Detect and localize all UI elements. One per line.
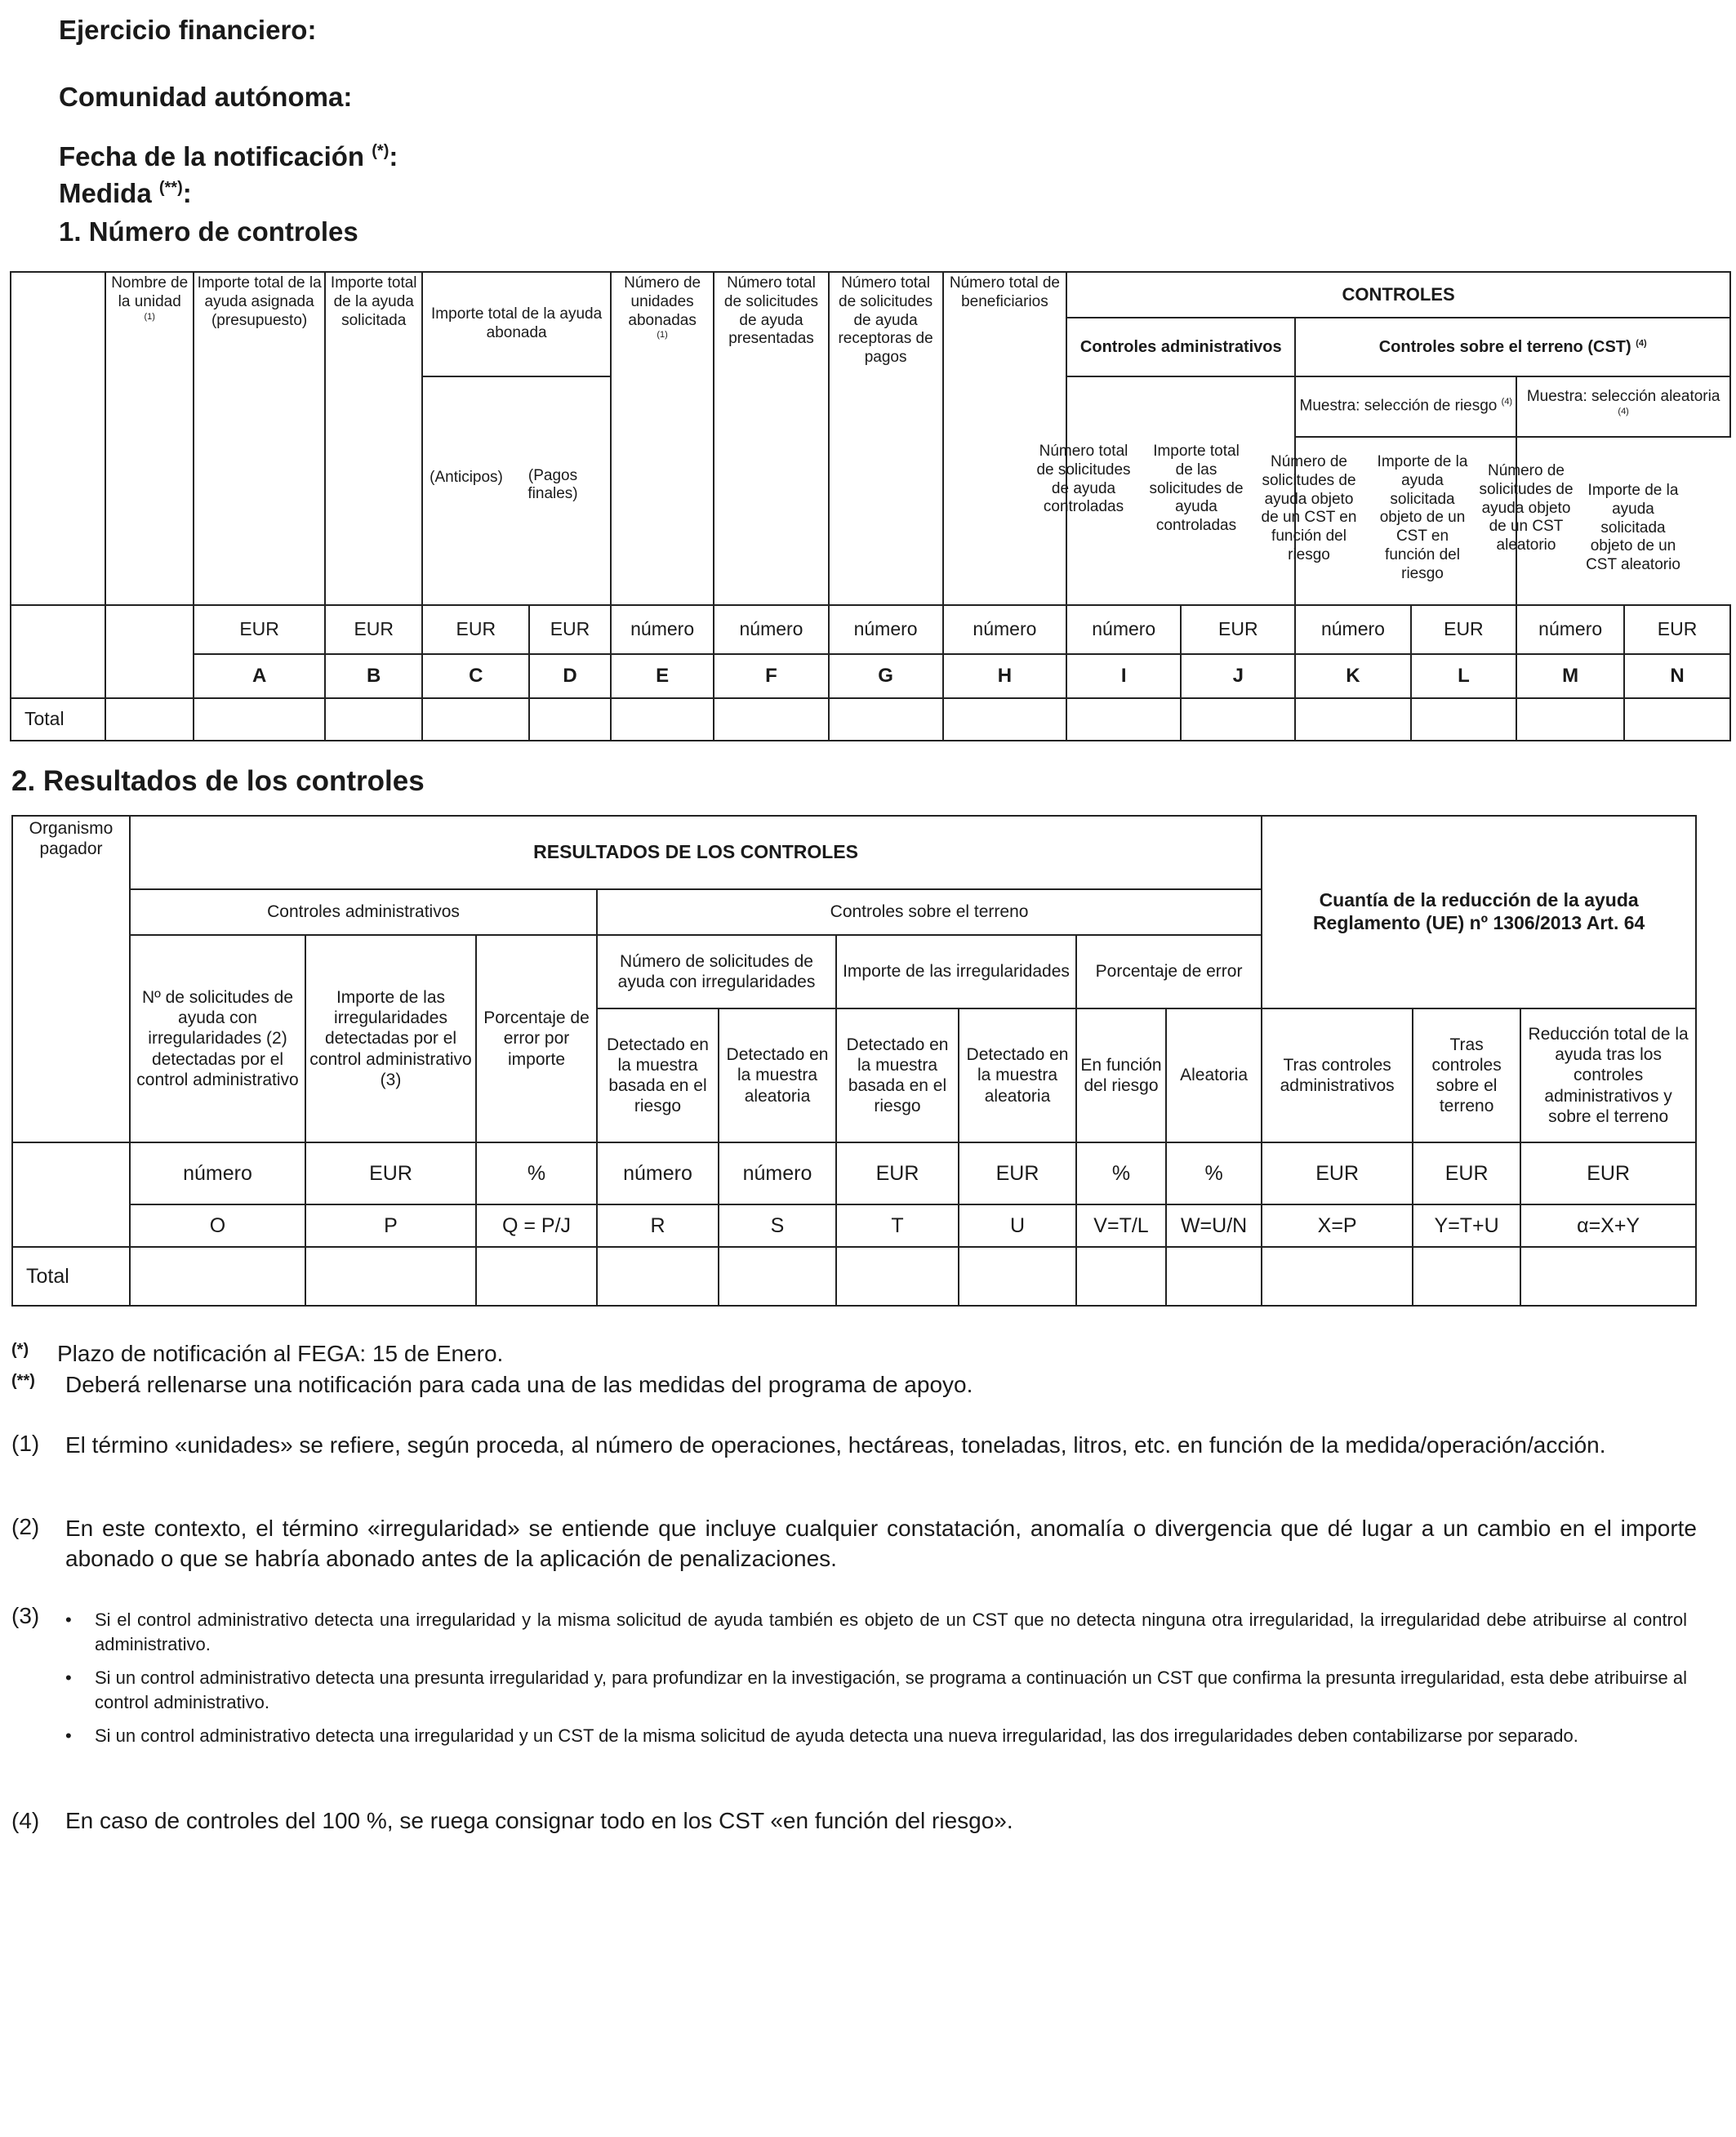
unit-cell: EUR [422,605,529,654]
note-3-bullet-1 [65,1608,1687,1656]
sub-col-num-riesgo: Número de solicitudes de ayuda objeto de un CST en función del riesgo [1261,453,1357,563]
letter-cell: B [325,654,422,698]
bullet-icon: • [65,1725,72,1746]
letter-cell: M [1516,654,1624,698]
total-cell [305,1247,476,1306]
total-cell [597,1247,719,1306]
total-cell [105,698,194,741]
total-cell [1066,698,1181,741]
units-label-blank [11,605,105,698]
cuantia-header: Cuantía de la reducción de la ayuda Reglamento (UE) nº 1306/2013 Art. 64 [1262,816,1696,1008]
total-cell [1516,698,1624,741]
comunidad-label: Comunidad autónoma: [59,82,353,112]
col-solicitudes-receptoras: Número total de solicitudes de ayuda receptoras de pagos [829,272,943,605]
letter-cell: L [1411,654,1517,698]
medida-text: Medida [59,178,152,208]
ejercicio-label: Ejercicio financiero: [59,15,317,45]
total-cell [1413,1247,1520,1306]
section2-title: 2. Resultados de los controles [11,765,425,797]
unit-cell: número [719,1142,836,1204]
unit-cell: número [1295,605,1410,654]
col-beneficiarios: Número total de beneficiarios [943,272,1067,605]
unit-cell: número [829,605,943,654]
note-dstar-text: Deberá rellenarse una notificación para cada una de las medidas del programa de apoyo. [65,1372,973,1397]
fecha-label [59,141,398,172]
unit-cell: número [597,1142,719,1204]
letter-cell: G [829,654,943,698]
formula-cell: U [959,1204,1076,1247]
formula-cell: S [719,1204,836,1247]
detectado-aleatoria-importe: Detectado en la muestra aleatoria [959,1008,1076,1142]
controles-admin-header: Controles administrativos [130,889,597,935]
note-4 [11,1808,1697,1834]
note-2-text: En este contexto, el término «irregularidad» se entiende que incluye cualquier constatación, anomalía o divergencia que dé lugar a un cambio en el importe abonado o que se habría abonado antes de la aplicación de penalizaciones. [65,1516,1697,1571]
medida-colon: : [182,178,192,208]
sub-col-importe-riesgo: Importe de la ayuda solicitada objeto de un CST en función del riesgo [1377,453,1468,582]
letter-cell: J [1181,654,1295,698]
bullet-icon: • [65,1609,72,1630]
total-cell [476,1247,597,1306]
total-cell [1295,698,1410,741]
unit-cell: EUR [1411,605,1517,654]
detectado-riesgo-importe: Detectado en la muestra basada en el riesgo [836,1008,959,1142]
num-solicitudes-admin: Nº de solicitudes de ayuda con irregularidades (2) detectadas por el control administrativo [130,935,305,1142]
pagos-finales-label: (Pagos finales) [527,467,578,502]
total-cell [1624,698,1730,741]
unit-cell: EUR [529,605,611,654]
unit-cell: EUR [836,1142,959,1204]
letter-cell: A [194,654,325,698]
unit-cell: número [611,605,714,654]
formula-cell: P [305,1204,476,1247]
note-4-text: En caso de controles del 100 %, se ruega consignar todo en los CST «en función del riesgo». [65,1808,1013,1833]
muestra-aleatoria-header: Muestra: selección aleatoria $^{(4)}$ [1516,376,1730,437]
anticipos-label: (Anticipos) [430,469,503,486]
note-4-mark: (4) [11,1808,40,1833]
reduccion-total: Reducción total de la ayuda tras los controles administrativos y sobre el terreno [1520,1008,1696,1142]
note-dstar [11,1372,1697,1398]
letter-cell: I [1066,654,1181,698]
controles-header: CONTROLES [1066,272,1730,318]
letter-cell: N [1624,654,1730,698]
unit-cell: % [1076,1142,1166,1204]
letter-cell: D [529,654,611,698]
units-label-blank [12,1142,130,1247]
muestra-riesgo-header: Muestra: selección de riesgo $^{(4)}$ [1295,376,1516,437]
fecha-text: Fecha de la notificación [59,141,365,171]
note-3-bullet-2 [65,1666,1687,1714]
unit-cell: EUR [1413,1142,1520,1204]
sub-col-importe-controladas: Importe total de las solicitudes de ayuda controladas [1149,443,1244,535]
detectado-aleatoria-num: Detectado en la muestra aleatoria [719,1008,836,1142]
total-cell [1181,698,1295,741]
unit-cell: número [1066,605,1181,654]
note-1-mark: (1) [11,1431,40,1456]
total-label: Total [12,1247,130,1306]
unit-cell: EUR [959,1142,1076,1204]
controles-terreno-header: Controles sobre el terreno [597,889,1262,935]
total-cell [719,1247,836,1306]
note-2 [11,1514,1697,1574]
control-results-table [11,815,1697,1307]
total-cell [1262,1247,1413,1306]
formula-cell: W=U/N [1166,1204,1262,1247]
resultados-header: RESULTADOS DE LOS CONTROLES [130,816,1262,889]
formula-cell: Y=T+U [1413,1204,1520,1247]
note-1-text: El término «unidades» se refiere, según proceda, al número de operaciones, hectáreas, toneladas, litros, etc. en función de la medida/operación/acción. [65,1432,1606,1458]
units-nombre-blank [105,605,194,698]
formula-cell: α=X+Y [1520,1204,1696,1247]
note-3-mark: (3) [11,1603,40,1628]
note-star-mark: (*) [11,1341,29,1359]
unit-cell: % [1166,1142,1262,1204]
unit-cell: EUR [325,605,422,654]
unit-cell: EUR [1624,605,1730,654]
row-header-blank [11,272,105,605]
controles-administrativos-header: Controles administrativos [1066,318,1295,376]
aleatoria: Aleatoria [1166,1008,1262,1142]
col-importe-solicitada: Importe total de la ayuda solicitada [325,272,422,605]
cst-header: Controles sobre el terreno (CST) $^{(4)}$ [1295,318,1730,376]
importe-irreg-admin: Importe de las irregularidades detectadas por el control administrativo (3) [305,935,476,1142]
total-label: Total [11,698,105,741]
porcentaje-error-importe: Porcentaje de error por importe [476,935,597,1142]
sub-col-num-aleatorio: Número de solicitudes de ayuda objeto de un CST aleatorio [1479,462,1574,554]
formula-cell: O [130,1204,305,1247]
note-2-mark: (2) [11,1514,40,1539]
total-cell [130,1247,305,1306]
col-importe-asignada: Importe total de la ayuda asignada (presupuesto) [194,272,325,605]
total-cell [1411,698,1517,741]
total-cell [959,1247,1076,1306]
letter-cell: F [714,654,828,698]
tras-controles-terreno: Tras controles sobre el terreno [1413,1008,1520,1142]
letter-cell: C [422,654,529,698]
unit-cell: EUR [1181,605,1295,654]
unit-cell: número [1516,605,1624,654]
unit-cell: EUR [1520,1142,1696,1204]
total-cell [325,698,422,741]
tras-controles-admin: Tras controles administrativos [1262,1008,1413,1142]
total-cell [1166,1247,1262,1306]
total-cell [529,698,611,741]
col-importe-abonada: Importe total de la ayuda abonada [422,272,610,376]
total-cell [194,698,325,741]
porcentaje-error: Porcentaje de error [1076,935,1262,1008]
sub-col-importe-aleatorio: Importe de la ayuda solicitada objeto de un CST aleatorio [1586,482,1680,574]
unit-cell: número [130,1142,305,1204]
formula-cell: X=P [1262,1204,1413,1247]
importe-irregularidades: Importe de las irregularidades [836,935,1076,1008]
organismo-pagador: Organismo pagador [12,816,130,1142]
unit-cell: EUR [194,605,325,654]
note-3-b1-text: Si el control administrativo detecta una irregularidad y la misma solicitud de ayuda también es objeto de un CST que no detecta ninguna otra irregularidad, la irregularidad debe atribuirse al control administrativo. [95,1609,1687,1654]
letter-cell: E [611,654,714,698]
total-cell [836,1247,959,1306]
unit-cell: EUR [1262,1142,1413,1204]
total-cell [611,698,714,741]
formula-cell: Q = P/J [476,1204,597,1247]
bullet-icon: • [65,1667,72,1688]
formula-cell: T [836,1204,959,1247]
sub-col-num-controladas: Número total de solicitudes de ayuda controladas [1036,443,1131,516]
unit-cell: EUR [305,1142,476,1204]
col-unidades-abonadas: Número de unidades abonadas $^{(1)}$ [611,272,714,605]
note-star [11,1341,1697,1367]
note-1 [11,1431,1697,1461]
note-3-b2-text: Si un control administrativo detecta una presunta irregularidad y, para profundizar en la investigación, se programa a continuación un CST que confirma la presunta irregularidad, esta debe atribuirse al control administrativo. [95,1667,1687,1712]
en-funcion-riesgo: En función del riesgo [1076,1008,1166,1142]
fecha-colon: : [389,141,398,171]
unit-cell: número [943,605,1067,654]
col-solicitudes-presentadas: Número total de solicitudes de ayuda presentadas [714,272,828,605]
total-cell [714,698,828,741]
section1-title: 1. Número de controles [59,216,358,247]
formula-cell: V=T/L [1076,1204,1166,1247]
unit-cell: % [476,1142,597,1204]
total-cell [829,698,943,741]
letter-cell: H [943,654,1067,698]
note-3-bullet-3 [65,1724,1687,1748]
note-dstar-mark: (**) [11,1372,35,1390]
total-cell [943,698,1067,741]
note-3-b3-text: Si un control administrativo detecta una irregularidad y un CST de la misma solicitud de ayuda detecta una nueva irregularidad, las dos irregularidades deben contabilizarse por separado. [95,1725,1578,1746]
num-solicitudes-irreg: Número de solicitudes de ayuda con irregularidades [597,935,836,1008]
letter-cell: K [1295,654,1410,698]
medida-label [59,178,192,209]
note-star-text: Plazo de notificación al FEGA: 15 de Enero. [57,1341,504,1366]
detectado-riesgo-num: Detectado en la muestra basada en el riesgo [597,1008,719,1142]
formula-cell: R [597,1204,719,1247]
fecha-mark: (*) [372,142,389,160]
total-cell [422,698,529,741]
total-cell [1076,1247,1166,1306]
medida-mark: (**) [158,179,183,197]
unit-cell: número [714,605,828,654]
col-nombre-unidad: Nombre de la unidad $^{(1)}$ [105,272,194,605]
total-cell [1520,1247,1696,1306]
